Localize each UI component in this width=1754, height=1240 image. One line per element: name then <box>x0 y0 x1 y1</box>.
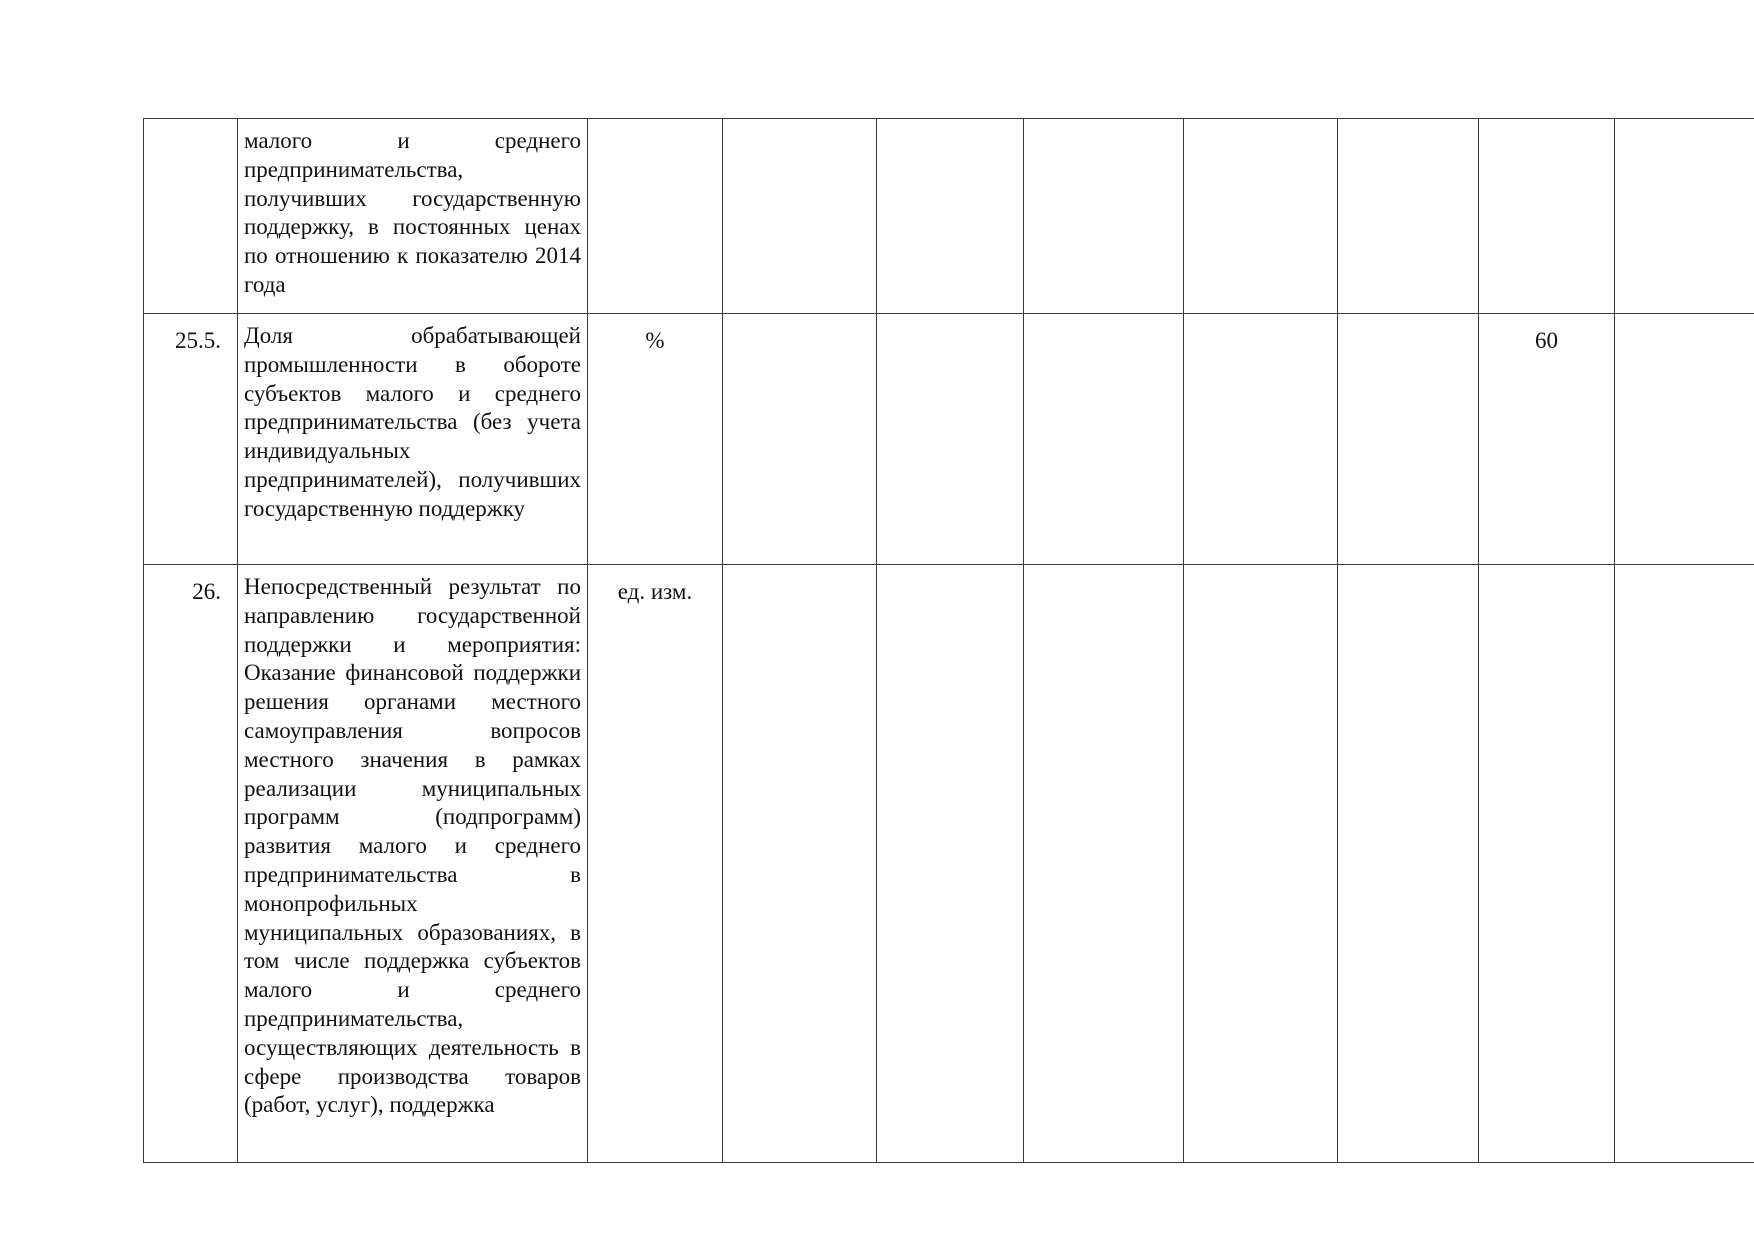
value-cell <box>1615 565 1754 1163</box>
unit-cell: % <box>588 314 723 565</box>
value-cell <box>1615 314 1754 565</box>
indicator-name-text: малого и среднего предпринимательства, получивших государственную поддержку, в постоянных ценах по отношению к показателю 2014 года <box>244 128 581 297</box>
value-cell <box>1338 565 1479 1163</box>
value-cell <box>1024 314 1184 565</box>
row-number: 25.5. <box>144 314 238 565</box>
unit-cell: ед. изм. <box>588 565 723 1163</box>
value-cell <box>723 565 877 1163</box>
value-cell <box>1338 314 1479 565</box>
row-number <box>144 119 238 314</box>
value-cell <box>1479 119 1615 314</box>
value-cell <box>1184 314 1338 565</box>
value-cell: 60 <box>1479 314 1615 565</box>
value-cell <box>1024 565 1184 1163</box>
value-cell <box>877 119 1024 314</box>
value-cell <box>1184 565 1338 1163</box>
indicators-table <box>143 118 1754 1163</box>
indicator-name <box>238 314 588 565</box>
value-cell <box>723 314 877 565</box>
row-number: 26. <box>144 565 238 1163</box>
table-row <box>144 565 1754 1163</box>
value-cell <box>1615 119 1754 314</box>
indicator-name-text: Непосредственный результат по направлению государственной поддержки и мероприятия: Оказание финансовой поддержки решения органами местного самоуправления вопросов местного значения в рамках реализации муниципальных программ (подпрограмм) развития малого и среднего предпринимательства в монопрофильных муниципальных образованиях, в том числе поддержка субъектов малого и среднего предпринимательства, осуществляющих деятельность в сфере производства товаров (работ, услуг), поддержка <box>244 574 581 1118</box>
indicator-name <box>238 565 588 1163</box>
value-cell <box>877 314 1024 565</box>
value-cell <box>877 565 1024 1163</box>
table-row <box>144 119 1754 314</box>
value-cell <box>1184 119 1338 314</box>
unit-cell <box>588 119 723 314</box>
table-row <box>144 314 1754 565</box>
value-cell <box>1338 119 1479 314</box>
value-cell <box>1024 119 1184 314</box>
value-cell <box>1479 565 1615 1163</box>
value-cell <box>723 119 877 314</box>
indicator-name <box>238 119 588 314</box>
indicator-name-text: Доля обрабатывающей промышленности в обороте субъектов малого и среднего предпринимательства (без учета индивидуальных предпринимателей), получивших государственную поддержку <box>244 323 581 521</box>
